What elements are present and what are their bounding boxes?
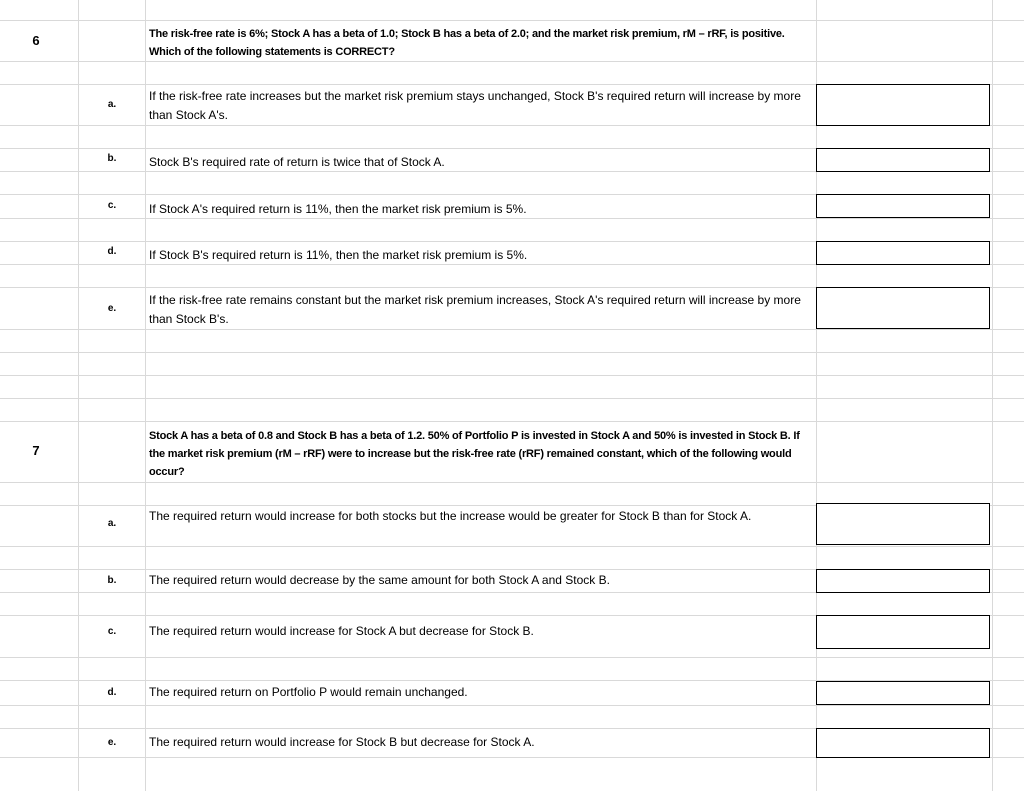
column-divider <box>992 0 993 791</box>
row-divider <box>0 352 1024 353</box>
option-letter: c. <box>107 626 117 637</box>
option-text: The required return would increase for Stock B but decrease for Stock A. <box>149 735 535 749</box>
question-text: Stock A has a beta of 0.8 and Stock B has a beta of 1.2. 50% of Portfolio P is invested in Stock A and 50% is invested in Stock B. If the market risk premium (rM – rRF) were to increase but the risk-free rate (rRF) remained constant, which of the following would occur? <box>149 430 800 478</box>
row-divider <box>0 20 1024 21</box>
row-divider <box>0 546 1024 547</box>
answer-input-box[interactable] <box>816 615 990 649</box>
answer-input-box[interactable] <box>816 148 990 172</box>
option-text: The required return on Portfolio P would remain unchanged. <box>149 685 468 699</box>
question-number: 7 <box>32 443 40 458</box>
question-number: 6 <box>32 33 40 48</box>
answer-input-box[interactable] <box>816 681 990 705</box>
row-divider <box>0 705 1024 706</box>
answer-input-box[interactable] <box>816 241 990 265</box>
column-divider <box>78 0 79 791</box>
option-letter: a. <box>107 518 117 529</box>
option-text: The required return would increase for both stocks but the increase would be greater for Stock B than for Stock A. <box>149 509 752 523</box>
option-text: The required return would decrease by the same amount for both Stock A and Stock B. <box>149 573 610 587</box>
row-divider <box>0 482 1024 483</box>
option-text: The required return would increase for Stock A but decrease for Stock B. <box>149 624 534 638</box>
option-letter: b. <box>107 153 117 164</box>
answer-input-box[interactable] <box>816 728 990 758</box>
option-text: If the risk-free rate increases but the market risk premium stays unchanged, Stock B's required return will increase by more than Stock A's. <box>149 89 801 122</box>
row-divider <box>0 657 1024 658</box>
answer-input-box[interactable] <box>816 194 990 218</box>
column-divider <box>145 0 146 791</box>
row-divider <box>0 398 1024 399</box>
row-divider <box>0 421 1024 422</box>
row-divider <box>0 61 1024 62</box>
answer-input-box[interactable] <box>816 569 990 593</box>
option-letter: b. <box>107 575 117 586</box>
answer-input-box[interactable] <box>816 503 990 545</box>
row-divider <box>0 375 1024 376</box>
option-letter: c. <box>107 200 117 211</box>
answer-input-box[interactable] <box>816 84 990 126</box>
option-text: If Stock B's required return is 11%, then the market risk premium is 5%. <box>149 248 528 262</box>
option-letter: a. <box>107 99 117 110</box>
option-letter: d. <box>107 687 117 698</box>
option-letter: e. <box>107 737 117 748</box>
row-divider <box>0 329 1024 330</box>
answer-input-box[interactable] <box>816 287 990 329</box>
option-text: Stock B's required rate of return is twice that of Stock A. <box>149 155 445 169</box>
question-text: The risk-free rate is 6%; Stock A has a beta of 1.0; Stock B has a beta of 2.0; and the market risk premium, rM – rRF, is positive. Which of the following statements is CORRECT? <box>149 28 785 58</box>
option-letter: e. <box>107 303 117 314</box>
option-text: If the risk-free rate remains constant but the market risk premium increases, Stock A's required return will increase by more than Stock B's. <box>149 293 801 326</box>
option-letter: d. <box>107 246 117 257</box>
option-text: If Stock A's required return is 11%, then the market risk premium is 5%. <box>149 202 527 216</box>
